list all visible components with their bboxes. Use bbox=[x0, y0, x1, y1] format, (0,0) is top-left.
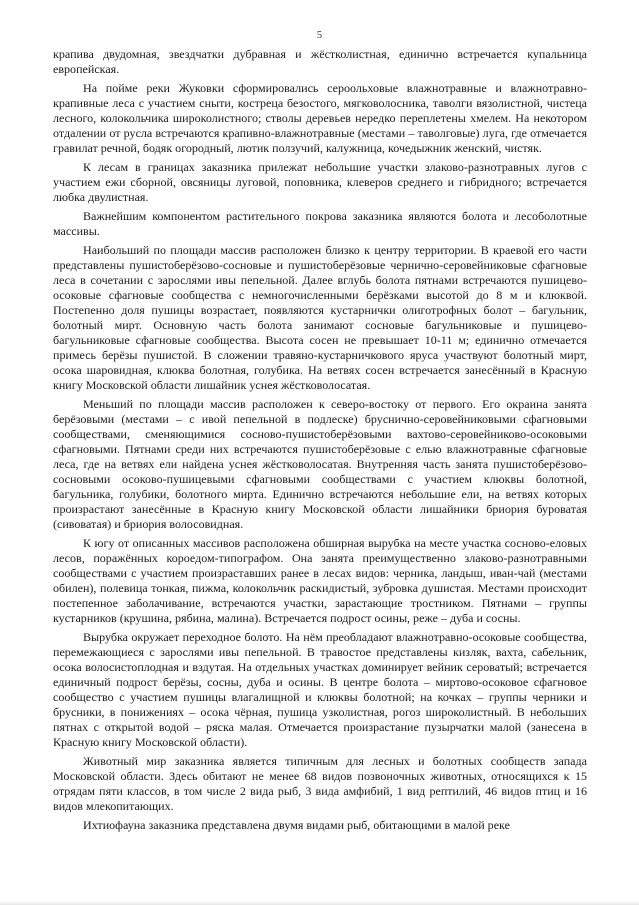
paragraph: Наибольший по площади массив расположен близко к центру территории. В краевой его части представлены пушистоберёзово-сосновые и пушистоберёзовые чернично-серовейниковые сфагновые леса в сочетании с зарослями ивы пепельной. Далее вглубь болота пятнами встречаются пушицево-осоковые сфагновые сообщества с немногочисленными берёзками высотой до 8 м и клюквой. Постепенно доля пушицы возрастает, появляются кустарнички олиготрофных болот – багульник, болотный мирт. Основную часть болота занимают сосновые багульниковые и пушицево-багульниковые сфагновые сообщества. Высота сосен не превышает 10-11 м; единично отмечается примесь берёзы пушистой. В сложении травяно-кустарничкового яруса участвуют болотный мирт, осока шаровидная, клюква болотная, голубика. На ветвях сосен встречается занесённый в Красную книгу Московской области лишайник уснея жёстковолосатая. bbox=[53, 243, 587, 392]
paragraph: Меньший по площади массив расположен к северо-востоку от первого. Его окраина занята берёзовыми (местами – с ивой пепельной в подлеске) бруснично-серовейниковыми сфагновыми сообществами, сменяющимися сосново-пушистоберёзовыми вахтово-серовейниково-осоковыми сфагновыми. Пятнами среди них встречаются пушистоберёзовые с елью влажнотравные сфагновые леса, где на ветвях ели найдена уснея жёстковолосатая. Внутренняя часть занята пушистоберёзово-сосновыми осоково-пушицевыми сфагновыми сообществами с участием клюквы болотной, багульника, голубики, болотного мирта. Единично встречаются небольшие ели, на ветвях которых произрастают занесённые в Красную книгу Московской области лишайники бриория буроватая (сивоватая) и бриория волосовидная. bbox=[53, 397, 587, 531]
paragraph: Важнейшим компонентом растительного покрова заказника являются болота и лесоболотные массивы. bbox=[53, 209, 587, 238]
paragraph: крапива двудомная, звездчатки дубравная и жёстколистная, единично встречается купальница европейская. bbox=[53, 47, 587, 76]
paragraph: К югу от описанных массивов расположена обширная вырубка на месте участка сосново-еловых лесов, поражённых короедом-типографом. Она занята преимущественно злаково-разнотравными сообществами с участием произраставших ранее в лесах видов: черника, ландыш, иван-чай (местами обилен), полевица тонкая, пижма, колокольчик раскидистый, зубровка душистая. Местами происходит постепенное заболачивание, встречаются участки, зарастающие тростником. Пятнами – группы кустарников (крушина, рябина, малина). Встречается подрост осины, реже – дуба и сосны. bbox=[53, 536, 587, 625]
document-body bbox=[53, 47, 587, 837]
paragraph: Ихтиофауна заказника представлена двумя видами рыб, обитающими в малой реке bbox=[83, 818, 510, 832]
paragraph: К лесам в границах заказника прилежат небольшие участки злаково-разнотравных лугов с участием ежи сборной, овсяницы луговой, поповника, клеверов среднего и гибридного; встречается любка двулистная. bbox=[53, 160, 587, 204]
scan-edge bbox=[0, 901, 639, 905]
paragraph: Животный мир заказника является типичным для лесных и болотных сообществ запада Московской области. Здесь обитают не менее 68 видов позвоночных животных, относящихся к 15 отрядам пяти классов, в том числе 2 вида рыб, 3 вида амфибий, 1 вид рептилий, 46 видов птиц и 16 видов млекопитающих. bbox=[53, 754, 587, 813]
paragraph: Вырубка окружает переходное болото. На нём преобладают влажнотравно-осоковые сообщества, перемежающиеся с зарослями ивы пепельной. В травостое представлены кизляк, вахта, сабельник, осока волосистоплодная и вздутая. На отдельных участках доминирует вейник сероватый; встречается единичный подрост берёзы, сосны, дуба и осины. В центре болота – миртово-осоковое сфагновое сообщество с участием пушицы влагалищной и клюквы болотной; на кочках – группы черники и брусники, в понижениях – осока чёрная, пушица узколистная, рогоз широколистный. В небольших пятнах с открытой водой – ряска малая. Отмечается произрастание пузырчатки малой (занесена в Красную книгу Московской области). bbox=[53, 630, 587, 749]
page-number: 5 bbox=[316, 30, 323, 41]
paragraph: На пойме реки Жуковки сформировались сероольховые влажнотравные и влажнотравно-крапивные леса с участием сныти, кострeца безостого, мягковолосника, таволги вязолистной, чистеца лесного, колокольчика широколистного; стволы деревьев нередко переплетены хмелем. На некотором отдалении от русла встречаются крапивно-влажнотравные (местами – таволговые) луга, где отмечается гравилат речной, бодяк огородный, лютик ползучий, калужница, кочедыжник женский, чистяк. bbox=[53, 81, 587, 155]
